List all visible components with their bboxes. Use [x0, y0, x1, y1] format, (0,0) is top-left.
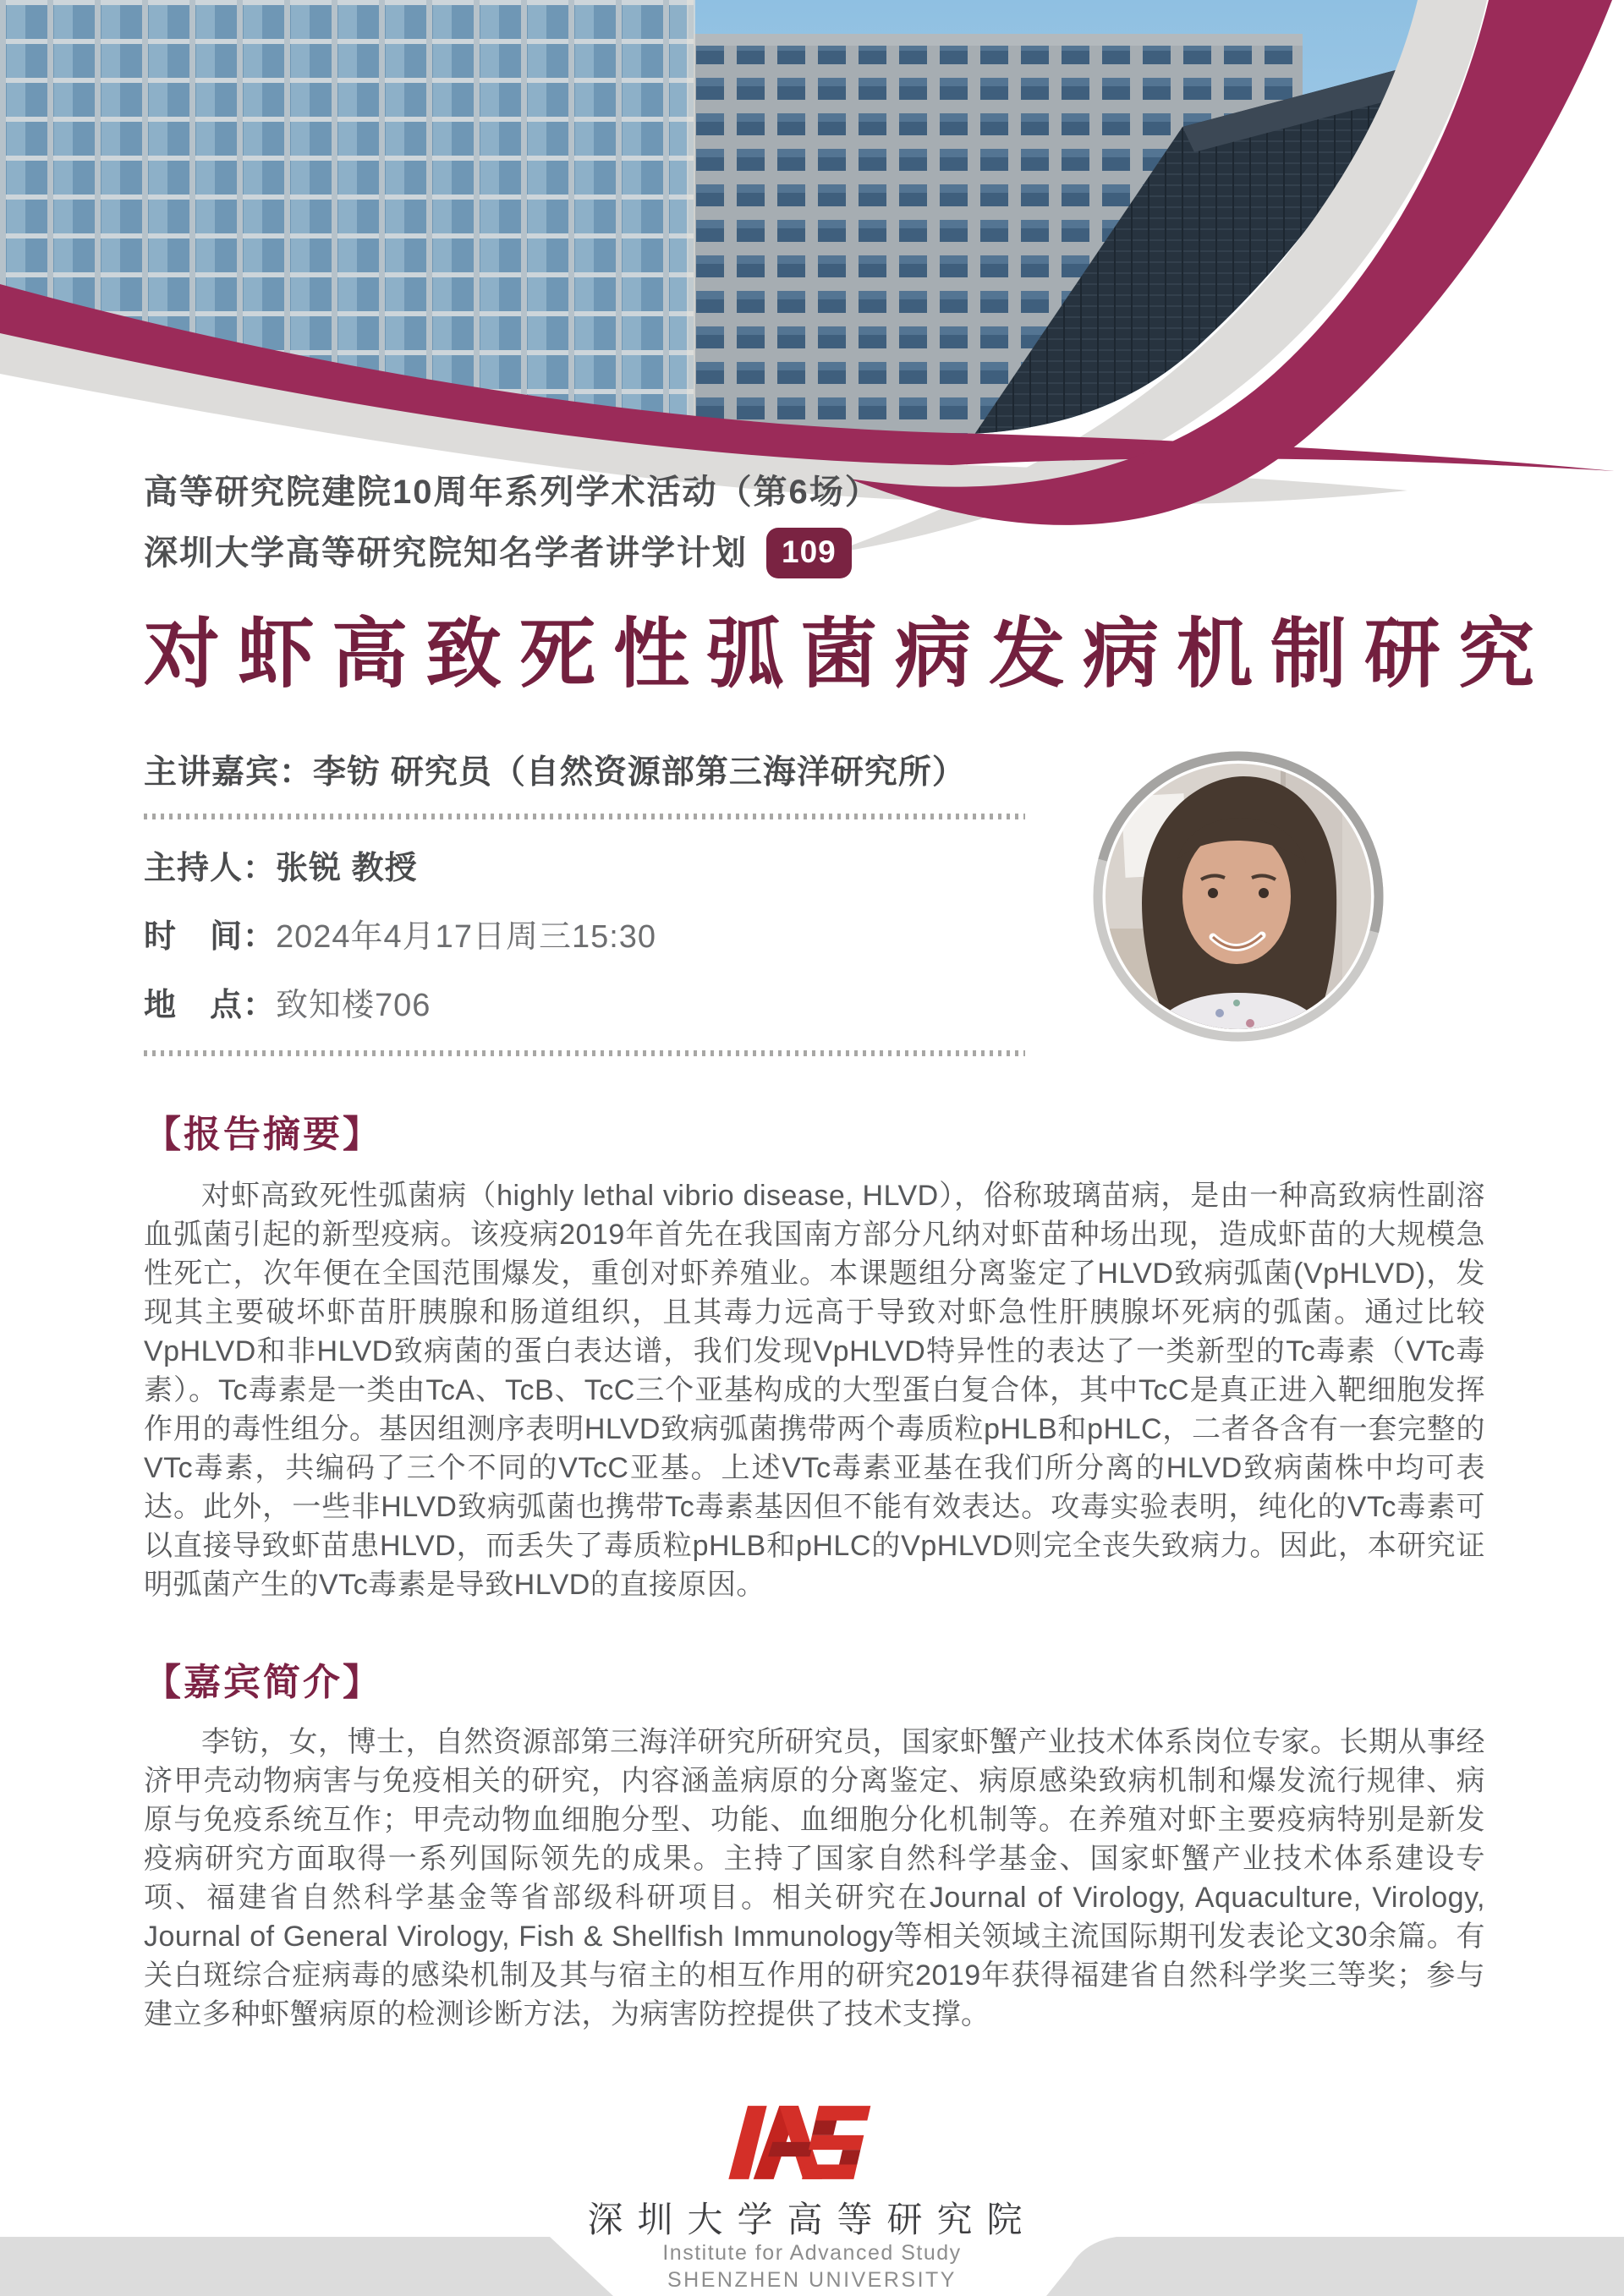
dotted-divider-top	[144, 814, 1025, 819]
speaker-value: 李钫 研究员（自然资源部第三海洋研究所）	[313, 754, 966, 791]
bio-heading: 【嘉宾简介】	[144, 1662, 382, 1703]
time-row	[144, 910, 1485, 956]
bio-body: 李钫，女，博士，自然资源部第三海洋研究所研究员，国家虾蟹产业技术体系岗位专家。长期从事经济甲壳动物病害与免疫相关的研究，内容涵盖病原的分离鉴定、病原感染致病机制和爆发流行规律、病原与免疫系统互作；甲壳动物血细胞分型、功能、血细胞分化机制等。在养殖对虾主要疫病特别是新发疫病研究方面取得一系列国际领先的成果。主持了国家自然科学基金、国家虾蟹产业技术体系建设专项、福建省自然科学基金等省部级科研项目。相关研究在Journal of Virology, Aquaculture, Virology, Journal of General Virology, Fish & Shellfish Immunology等相关领域主流国际期刊发表论文30余篇。有关白斑综合症病毒的感染机制及其与宿主的相互作用的研究2019年获得福建省自然科学奖三等奖；参与建立多种虾蟹病原的检测诊断方法，为病害防控提供了技术支撑。	[144, 1726, 1485, 2030]
program-row	[144, 528, 1485, 578]
venue-label: 地 点：	[144, 988, 277, 1023]
time-label: 时 间：	[144, 919, 277, 955]
time-value: 2024年4月17日周三15:30	[276, 919, 657, 955]
content-column	[144, 470, 1552, 2034]
host-label: 主持人：	[144, 851, 277, 886]
series-line: 高等研究院建院10周年系列学术活动（第6场）	[144, 474, 881, 511]
ias-logo	[727, 2104, 897, 2184]
footer	[0, 2089, 1624, 2296]
dotted-divider-bottom	[144, 1050, 1025, 1056]
venue-value: 致知楼706	[276, 988, 431, 1023]
abstract-body: 对虾高致死性弧菌病（highly lethal vibrio disease, HLVD），俗称玻璃苗病，是由一种高致病性副溶血弧菌引起的新型疫病。该疫病2019年首先在我国南方部分凡纳对虾苗种场出现，造成虾苗的大规模急性死亡，次年便在全国范围爆发，重创对虾养殖业。本课题组分离鉴定了HLVD致病弧菌(VpHLVD)，发现其主要破坏虾苗肝胰腺和肠道组织，且其毒力远高于导致对虾急性肝胰腺坏死病的弧菌。通过比较VpHLVD和非HLVD致病菌的蛋白表达谱，我们发现VpHLVD特异性的表达了一类新型的Tc毒素（VTc毒素）。Tc毒素是一类由TcA、TcB、TcC三个亚基构成的大型蛋白复合体，其中TcC是真正进入靶细胞发挥作用的毒性组分。基因组测序表明HLVD致病弧菌携带两个毒质粒pHLB和pHLC，二者各含有一套完整的VTc毒素，共编码了三个不同的VTcC亚基。上述VTc毒素亚基在我们所分离的HLVD致病菌株中均可表达。此外，一些非HLVD致病弧菌也携带Tc毒素基因但不能有效表达。攻毒实验表明，纯化的VTc毒素可以直接导致虾苗患HLVD，而丢失了毒质粒pHLB和pHLC的VpHLVD则完全丧失致病力。因此，本研究证明弧菌产生的VTc毒素是导致HLVD的直接原因。	[144, 1180, 1485, 1601]
venue-row	[144, 978, 1485, 1025]
page-title: 对虾高致死性弧菌病发病机制研究	[144, 612, 1552, 697]
footer-org-name-cn: 深圳大学高等研究院	[587, 2200, 1037, 2239]
footer-org-name-en: Institute for Advanced Study	[662, 2241, 962, 2265]
speaker-label: 主讲嘉宾：	[144, 754, 314, 791]
speaker-row	[144, 746, 1485, 793]
host-value: 张锐 教授	[276, 851, 418, 886]
footer-university-en: SHENZHEN UNIVERSITY	[667, 2268, 957, 2292]
abstract-heading: 【报告摘要】	[144, 1114, 382, 1155]
program-line: 深圳大学高等研究院知名学者讲学计划	[144, 534, 748, 572]
host-row	[144, 841, 1485, 888]
lecture-number-badge: 109	[766, 528, 852, 578]
